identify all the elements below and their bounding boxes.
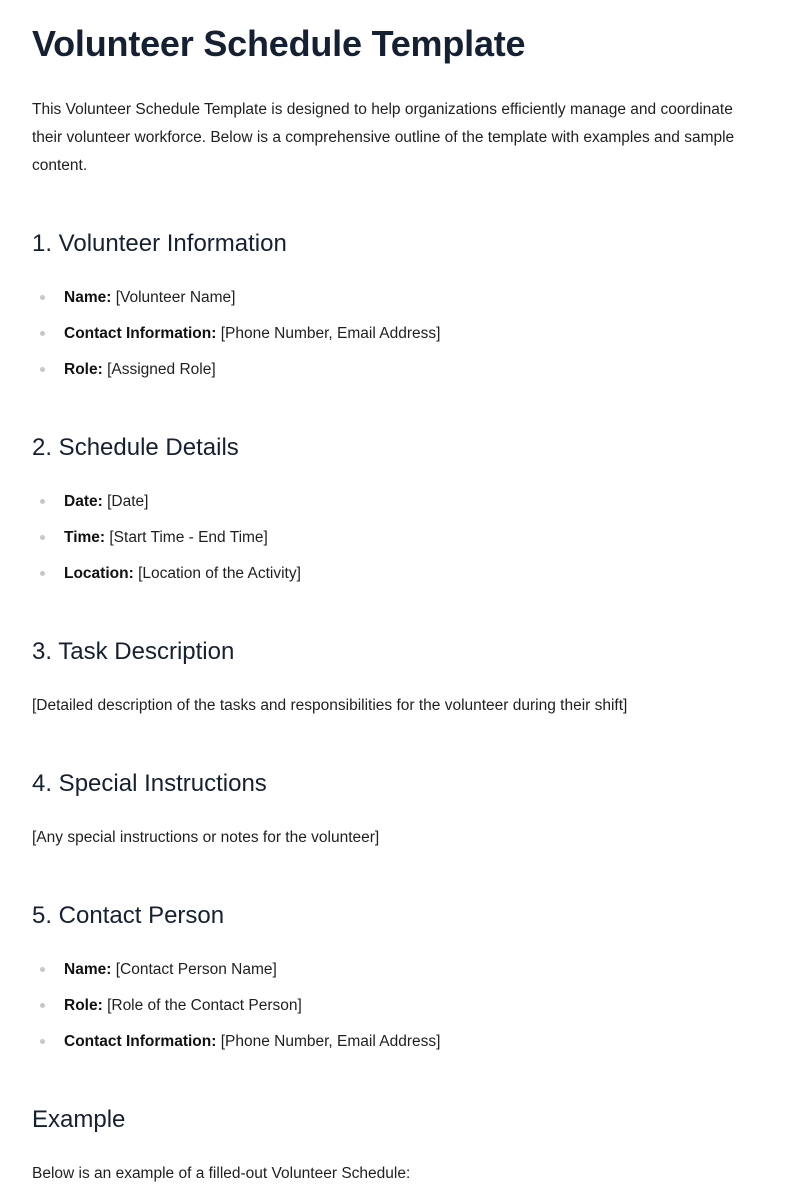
bullet-icon [40, 571, 45, 576]
item-value: [Start Time - End Time] [109, 529, 268, 546]
list-item [32, 280, 440, 316]
section-heading-contact-person: 5. Contact Person [32, 902, 225, 929]
item-label: Contact Information: [64, 325, 217, 342]
task-description-text: [Detailed description of the tasks and responsibilities for the volunteer during their shift] [32, 697, 628, 714]
list-item [32, 988, 440, 1024]
section-heading-task-description: 3. Task Description [32, 638, 235, 665]
bullet-icon [40, 535, 45, 540]
example-intro-text: Below is an example of a filled-out Volunteer Schedule: [32, 1165, 411, 1182]
bullet-icon [40, 295, 45, 300]
section-heading-volunteer-information: 1. Volunteer Information [32, 230, 287, 257]
list-item [32, 556, 301, 592]
item-value: [Volunteer Name] [115, 289, 236, 306]
bullet-icon [40, 331, 45, 336]
list-item [32, 520, 301, 556]
item-label: Date: [64, 493, 103, 510]
list-item [32, 1024, 440, 1060]
item-value: [Phone Number, Email Address] [220, 325, 441, 342]
section-heading-schedule-details: 2. Schedule Details [32, 434, 239, 461]
item-label: Name: [64, 289, 112, 306]
item-label: Role: [64, 361, 103, 378]
section-heading-special-instructions: 4. Special Instructions [32, 770, 267, 797]
intro-paragraph: This Volunteer Schedule Template is designed to help organizations efficiently manage and coordinate their volunteer workforce. Below is a comprehensive outline of the template with examples and sample content. [32, 101, 735, 174]
item-value: [Phone Number, Email Address] [220, 1033, 441, 1050]
item-value: [Assigned Role] [107, 361, 216, 378]
item-label: Contact Information: [64, 1033, 217, 1050]
schedule-details-list [32, 484, 301, 592]
item-label: Name: [64, 961, 112, 978]
volunteer-information-list [32, 280, 440, 388]
list-item [32, 316, 440, 352]
special-instructions-text: [Any special instructions or notes for the volunteer] [32, 829, 380, 846]
section-heading-example: Example [32, 1106, 126, 1133]
item-value: [Contact Person Name] [115, 961, 277, 978]
page-title: Volunteer Schedule Template [32, 23, 526, 64]
bullet-icon [40, 967, 45, 972]
list-item [32, 352, 440, 388]
item-value: [Location of the Activity] [138, 565, 301, 582]
item-value: [Date] [107, 493, 149, 510]
item-label: Role: [64, 997, 103, 1014]
list-item [32, 484, 301, 520]
bullet-icon [40, 1003, 45, 1008]
contact-person-list [32, 952, 440, 1060]
bullet-icon [40, 499, 45, 504]
bullet-icon [40, 1039, 45, 1044]
bullet-icon [40, 367, 45, 372]
item-value: [Role of the Contact Person] [107, 997, 302, 1014]
list-item [32, 952, 440, 988]
item-label: Time: [64, 529, 106, 546]
item-label: Location: [64, 565, 134, 582]
